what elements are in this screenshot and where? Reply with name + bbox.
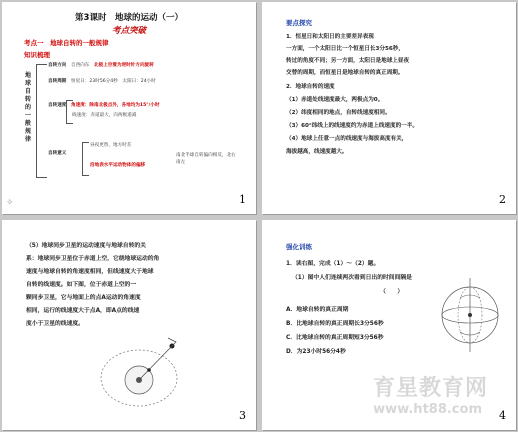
right-note: 南北半球自转偏向相反，北右南左 [176, 153, 236, 165]
line: （5）地球同步卫星的运动速度与地球自转的关 [26, 243, 146, 249]
slide-subtitle: 考点突破 [111, 26, 146, 36]
question-line: 1．读右图，完成（1）～（2）题。 [286, 261, 380, 267]
point-a [147, 368, 151, 372]
brace-speed [66, 100, 73, 124]
row-period: 自转周期 恒星日：23时56分4秒 太阳日：24小时 [48, 79, 156, 84]
option-a[interactable]: A．地球自转的真正周期 [286, 307, 349, 313]
globe-center [468, 313, 472, 317]
line: 度小于卫星的线速度。 [26, 321, 84, 327]
row-meaning-a: 昼夜更替、地方时差 [90, 143, 132, 148]
row-dir: 自转方向 自西向东 北极上空看为逆时针方向旋转 [48, 63, 154, 68]
line: 一方面，一个太阳日比一个恒星日长3分56秒， [286, 46, 404, 52]
answer-blank: （ ） [380, 289, 404, 295]
line: 2．地球自转的速度 [286, 84, 335, 90]
page-number: 2 [499, 193, 506, 206]
line: 交替的周期，而恒星日是地球自转的真正周期。 [286, 70, 404, 76]
line: 相同，运行的线速度大于点A，即A点的线速 [26, 308, 140, 314]
line: （2）纬度相同的地点，自转线速度相同。 [286, 110, 391, 116]
line: 系：地球同步卫星位于赤道上空，它绕地球运动的角 [26, 256, 160, 262]
brace-meaning [82, 142, 89, 176]
row-speed-extra: 线速度：赤道最大，向两极递减 [72, 113, 137, 118]
watermark-url: www.ht88.com [373, 402, 482, 417]
page-number: 1 [239, 193, 246, 206]
globe-diagram [430, 260, 510, 370]
watermark-logo: 育星教育网 [372, 376, 488, 401]
row-meaning: 自转意义 [48, 151, 67, 156]
page-number: 3 [239, 409, 246, 422]
topic-label: 考点一 地球自转的一般规律 [24, 39, 109, 47]
slide-2[interactable] [262, 2, 516, 214]
section-heading: 要点探究 [286, 19, 312, 27]
vertical-label: 地球自转的一般规律 [24, 72, 31, 143]
brace-line [36, 64, 47, 178]
slide-nav-icon[interactable]: ✧ [6, 198, 14, 208]
option-b[interactable]: B．比地球自转的真正周期长3分56秒 [286, 321, 384, 327]
knowledge-label: 知识梳理 [24, 51, 50, 59]
row-meaning-b: 沿地表水平运动物体的偏移 [90, 163, 146, 168]
line: （3）60°纬线上的线速度约为赤道上线速度的一半。 [286, 123, 418, 129]
satellite-orbit-diagram [94, 332, 184, 412]
question-line: （1）图中人们连续两次看到日出的时间间隔是 [292, 275, 412, 281]
line: （4）地球上任意一点的线速度与海拔高度有关， [286, 136, 408, 142]
slide-4[interactable] [262, 220, 516, 430]
section-heading: 强化训练 [286, 243, 312, 251]
line: 海拔越高，线速度越大。 [286, 149, 348, 155]
slide-title: 第3课时 地球的运动（一） [75, 13, 183, 23]
radius-line [139, 346, 172, 380]
row-speed: 自转速度 角速度：除南北极点外，各地均为15°/小时 [48, 103, 160, 108]
option-d[interactable]: D．为23小时56分4秒 [286, 349, 346, 355]
slide-1[interactable] [2, 2, 256, 214]
page-number: 4 [499, 409, 506, 422]
line: 颗同步卫星，它与地面上的点A运动的角速度 [26, 295, 141, 301]
line: （1）赤道处线速度最大，两极点为0。 [286, 97, 384, 103]
line: 自转的线速度。如下图，位于赤道上空的一 [26, 282, 137, 288]
option-c[interactable]: C．比地球自转的真正周期短3分56秒 [286, 335, 384, 341]
slide-3[interactable] [2, 220, 256, 430]
line: 1．恒星日和太阳日的主要差异表现 [286, 34, 374, 40]
line: 转过的角度不同；另一方面，太阳日是地球上昼夜 [286, 58, 410, 64]
line: 速度与地球自转的角速度相同，但线速度大于地球 [26, 269, 154, 275]
